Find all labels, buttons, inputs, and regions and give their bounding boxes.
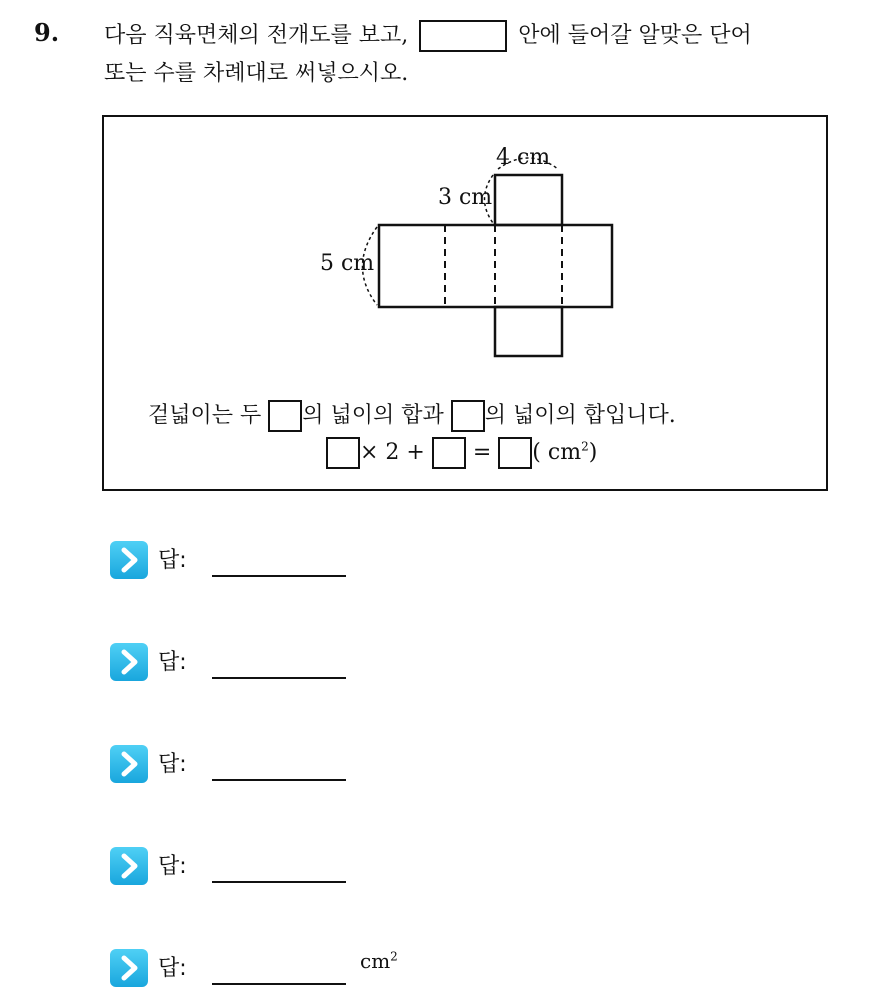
answer-input-line[interactable]	[212, 983, 346, 985]
net-bottom-face	[495, 307, 562, 356]
answer-input-line[interactable]	[212, 779, 346, 781]
answer-label: 답:	[158, 752, 187, 777]
formula-expression	[326, 437, 597, 469]
question-text-line2: 또는 수를 차례대로 써넣으시오.	[104, 61, 409, 86]
answer-input-line[interactable]	[212, 677, 346, 679]
blank-box-1[interactable]	[268, 400, 302, 432]
answer-unit	[360, 949, 398, 973]
dimension-label-4cm: 4 cm	[496, 145, 551, 170]
dimension-arcs	[363, 158, 559, 305]
sentence-part1: 겉넓이는 두	[148, 403, 262, 428]
sentence-part2: 의 넓이의 합과	[302, 403, 444, 428]
formula-equals: =	[472, 440, 492, 465]
figure-frame	[102, 115, 828, 491]
question-text-line1	[104, 18, 752, 52]
answer-label: 답:	[158, 650, 187, 675]
chevron-right-icon	[110, 949, 148, 987]
blank-box-indicator	[419, 20, 507, 52]
chevron-right-icon	[110, 541, 148, 579]
blank-box-4[interactable]	[432, 437, 466, 469]
answer-label: 답:	[158, 956, 187, 981]
fold-lines	[445, 225, 562, 307]
blank-box-3[interactable]	[326, 437, 360, 469]
chevron-right-icon	[110, 745, 148, 783]
question-text-after-box: 안에 들어갈 알맞은 단어	[518, 23, 752, 48]
answer-label: 답:	[158, 854, 187, 879]
dimension-label-5cm: 5 cm	[320, 251, 375, 276]
cuboid-net-diagram	[104, 117, 826, 489]
answer-input-line[interactable]	[212, 575, 346, 577]
formula-unit-exp: 2	[581, 439, 589, 454]
blank-box-2[interactable]	[451, 400, 485, 432]
sentence-part3: 의 넓이의 합입니다.	[484, 403, 676, 428]
formula-sentence	[148, 398, 676, 432]
formula-times: × 2 +	[360, 440, 425, 465]
answer-label: 답:	[158, 548, 187, 573]
question-text-before-box: 다음 직육면체의 전개도를 보고,	[104, 23, 409, 48]
net-top-face	[495, 175, 562, 225]
answer-unit-base: cm	[360, 949, 391, 973]
formula-close: )	[588, 440, 598, 465]
chevron-right-icon	[110, 847, 148, 885]
answer-input-line[interactable]	[212, 881, 346, 883]
blank-box-5[interactable]	[498, 437, 532, 469]
formula-unit: ( cm	[532, 440, 582, 465]
question-number: 9.	[34, 18, 60, 47]
chevron-right-icon	[110, 643, 148, 681]
answer-unit-exp: 2	[390, 949, 398, 964]
dimension-label-3cm: 3 cm	[438, 185, 493, 210]
